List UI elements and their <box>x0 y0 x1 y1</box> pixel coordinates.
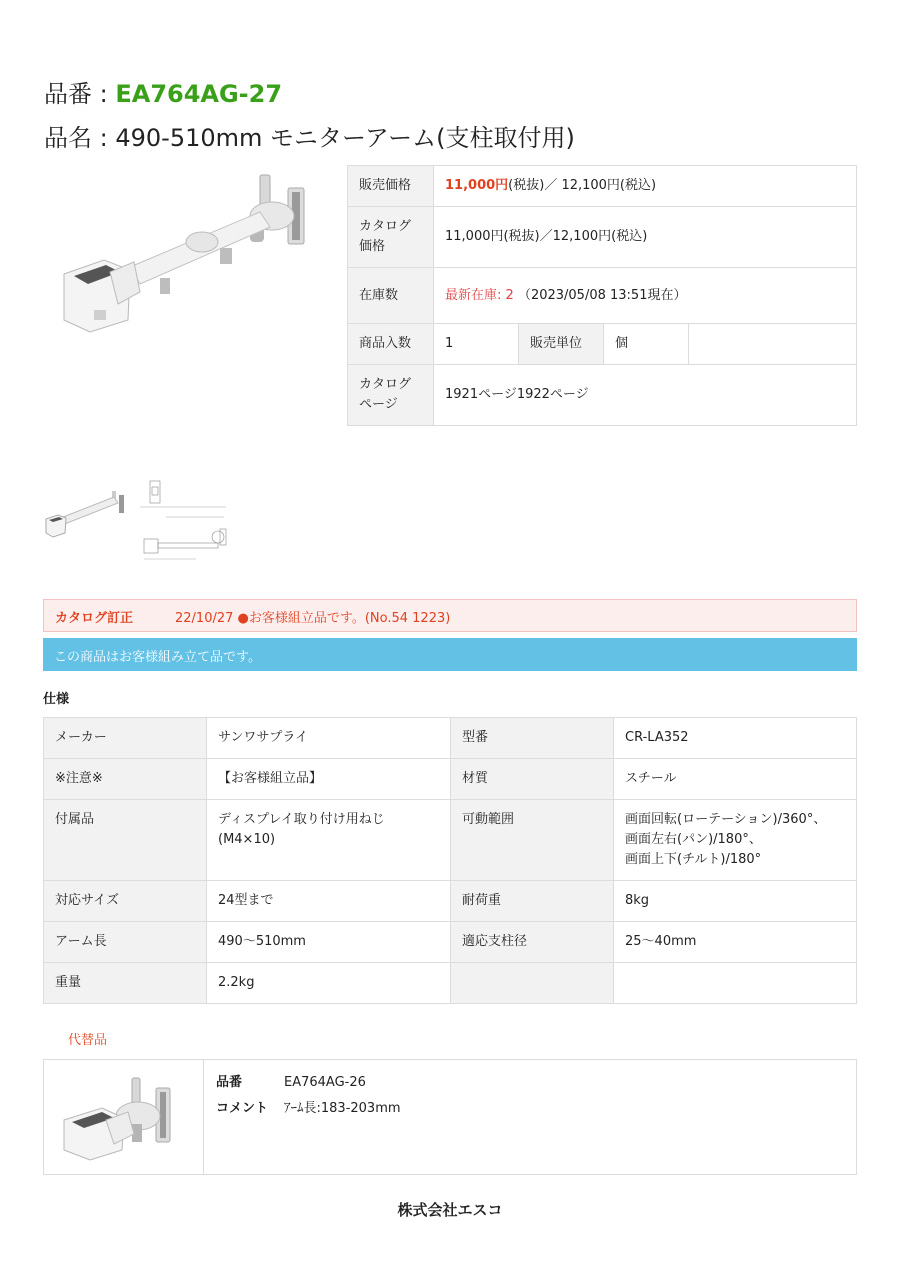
catalog-price-value: 11,000円(税抜)／12,100円(税込) <box>434 207 857 268</box>
price-value: 11,000円 <box>445 178 509 193</box>
assembly-notice: この商品はお客様組み立て品です。 <box>43 638 857 671</box>
spec-row <box>44 718 857 759</box>
price-tax-text: (税抜)／ 12,100円(税込) <box>508 178 657 193</box>
spec-key: ※注意※ <box>44 759 207 800</box>
spec-value: 490〜510mm <box>207 922 451 963</box>
stock-label: 在庫数 <box>348 268 434 324</box>
unit-value: 個 <box>604 324 689 365</box>
company-footer: 株式会社エスコ <box>397 1201 503 1219</box>
spec-row <box>44 922 857 963</box>
catalog-correction-label: カタログ訂正 <box>55 611 134 626</box>
spec-value: ディスプレイ取り付け用ねじ(M4×10) <box>207 800 451 881</box>
stock-cell <box>434 268 857 324</box>
alternative-product-image[interactable] <box>62 1074 188 1162</box>
price-cell <box>434 166 857 207</box>
spec-value <box>614 963 857 1004</box>
spec-key: 材質 <box>451 759 614 800</box>
product-name-value: 490-510mm モニターアーム(支柱取付用) <box>115 124 575 152</box>
empty-cell <box>689 324 857 365</box>
stock-value: 最新在庫: 2 <box>445 287 514 303</box>
alternative-product-card[interactable] <box>43 1059 857 1175</box>
spec-value: 8kg <box>614 881 857 922</box>
range-tilt: 画面上下(チルト)/180° <box>625 852 762 867</box>
product-name-title <box>44 118 575 153</box>
spec-row <box>44 963 857 1004</box>
stock-timestamp: （2023/05/08 13:51現在） <box>517 287 687 303</box>
part-number-label: 品番 : <box>44 80 116 108</box>
spec-key: 型番 <box>451 718 614 759</box>
spec-value: 【お客様組立品】 <box>207 759 451 800</box>
product-main-image[interactable] <box>60 172 310 342</box>
qty-label: 商品入数 <box>348 324 434 365</box>
part-number-value: EA764AG-27 <box>115 80 283 108</box>
spec-value: サンワサプライ <box>207 718 451 759</box>
alternative-image-cell <box>44 1060 204 1174</box>
spec-value: スチール <box>614 759 857 800</box>
spec-row <box>44 759 857 800</box>
alternative-part-number[interactable]: EA764AG-26 <box>284 1075 366 1090</box>
alternative-comment-row <box>216 1097 401 1116</box>
spec-key: 対応サイズ <box>44 881 207 922</box>
spec-row <box>44 881 857 922</box>
spec-value: 25〜40mm <box>614 922 857 963</box>
alternative-comment: ｱｰﾑ長:183-203mm <box>284 1101 401 1116</box>
spec-value: CR-LA352 <box>614 718 857 759</box>
dimension-drawing-thumbnail[interactable] <box>136 477 232 567</box>
spec-key: アーム長 <box>44 922 207 963</box>
alternative-part-row <box>216 1071 366 1090</box>
range-pan: 画面左右(パン)/180°、 <box>625 832 762 847</box>
catalog-correction-text: 22/10/27 ●お客様組立品です。(No.54 1223) <box>175 611 451 626</box>
catalog-correction-notice <box>43 599 857 632</box>
alternative-comment-label: コメント <box>216 1101 269 1116</box>
catalog-price-label: カタログ価格 <box>348 207 434 268</box>
price-info-table <box>347 165 857 426</box>
spec-key: メーカー <box>44 718 207 759</box>
catalog-page-label: カタログページ <box>348 365 434 426</box>
spec-key: 付属品 <box>44 800 207 881</box>
alternative-heading: 代替品 <box>68 1033 108 1048</box>
product-name-label: 品名 : <box>44 124 116 152</box>
range-rotation: 画面回転(ローテーション)/360°、 <box>625 812 827 827</box>
spec-key: 耐荷重 <box>451 881 614 922</box>
spec-key <box>451 963 614 1004</box>
price-label: 販売価格 <box>348 166 434 207</box>
spec-table <box>43 717 857 1004</box>
spec-value: 24型まで <box>207 881 451 922</box>
product-thumbnail[interactable] <box>44 485 124 540</box>
spec-row <box>44 800 857 881</box>
spec-key: 可動範囲 <box>451 800 614 881</box>
spec-heading: 仕様 <box>43 692 70 707</box>
unit-label: 販売単位 <box>519 324 604 365</box>
part-number-title <box>44 74 282 109</box>
catalog-page-value[interactable]: 1921ページ1922ページ <box>434 365 857 426</box>
spec-value-multiline <box>614 800 857 881</box>
alternative-part-label: 品番 <box>216 1075 243 1090</box>
spec-key: 適応支柱径 <box>451 922 614 963</box>
spec-key: 重量 <box>44 963 207 1004</box>
qty-value: 1 <box>434 324 519 365</box>
spec-value: 2.2kg <box>207 963 451 1004</box>
